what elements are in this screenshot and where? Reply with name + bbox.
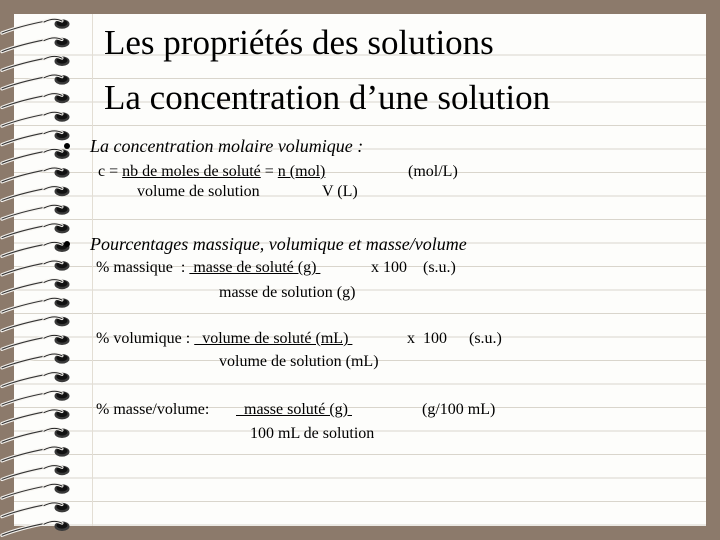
masse-volume-numerator-text: masse soluté (g) [236, 401, 352, 418]
molar-formula [98, 163, 325, 181]
masse-volume-label: % masse/volume: [96, 401, 210, 418]
masse-volume-unit: (g/100 mL) [422, 401, 496, 418]
page-title: Les propriétés des solutions [104, 23, 494, 62]
massique-unit: (s.u.) [423, 259, 456, 276]
volumique-formula [96, 330, 352, 348]
formula-unit: (mol/L) [408, 163, 458, 180]
massique-denominator: masse de solution (g) [219, 284, 356, 301]
massique-formula [96, 259, 320, 277]
section2-heading: Pourcentages massique, volumique et masse/volume [90, 234, 467, 254]
volumique-numerator: volume de soluté (mL) [194, 330, 353, 347]
volumique-label: % volumique : [96, 330, 191, 347]
margin-line [92, 14, 93, 526]
bullet [64, 143, 70, 149]
massique-numerator: masse de soluté (g) [189, 259, 321, 276]
formula-numerator: nb de moles de soluté [122, 163, 261, 180]
formula-numerator-unit: n (mol) [277, 163, 326, 180]
massique-label: % massique : [96, 259, 186, 276]
section1-heading: La concentration molaire volumique : [90, 136, 364, 156]
volumique-denominator: volume de solution (mL) [219, 353, 379, 370]
formula-equals: = [260, 163, 278, 180]
bullet [64, 241, 70, 247]
masse-volume-numerator [236, 401, 352, 419]
massique-factor: x 100 [371, 259, 407, 276]
formula-denominator: volume de solution [137, 183, 260, 200]
volumique-unit: (s.u.) [469, 330, 502, 347]
masse-volume-denominator: 100 mL de solution [250, 425, 375, 442]
page-subtitle: La concentration d’une solution [104, 78, 551, 117]
volumique-factor: x 100 [407, 330, 447, 347]
formula-denominator-unit: V (L) [322, 183, 358, 200]
formula-prefix: c = [98, 163, 123, 180]
